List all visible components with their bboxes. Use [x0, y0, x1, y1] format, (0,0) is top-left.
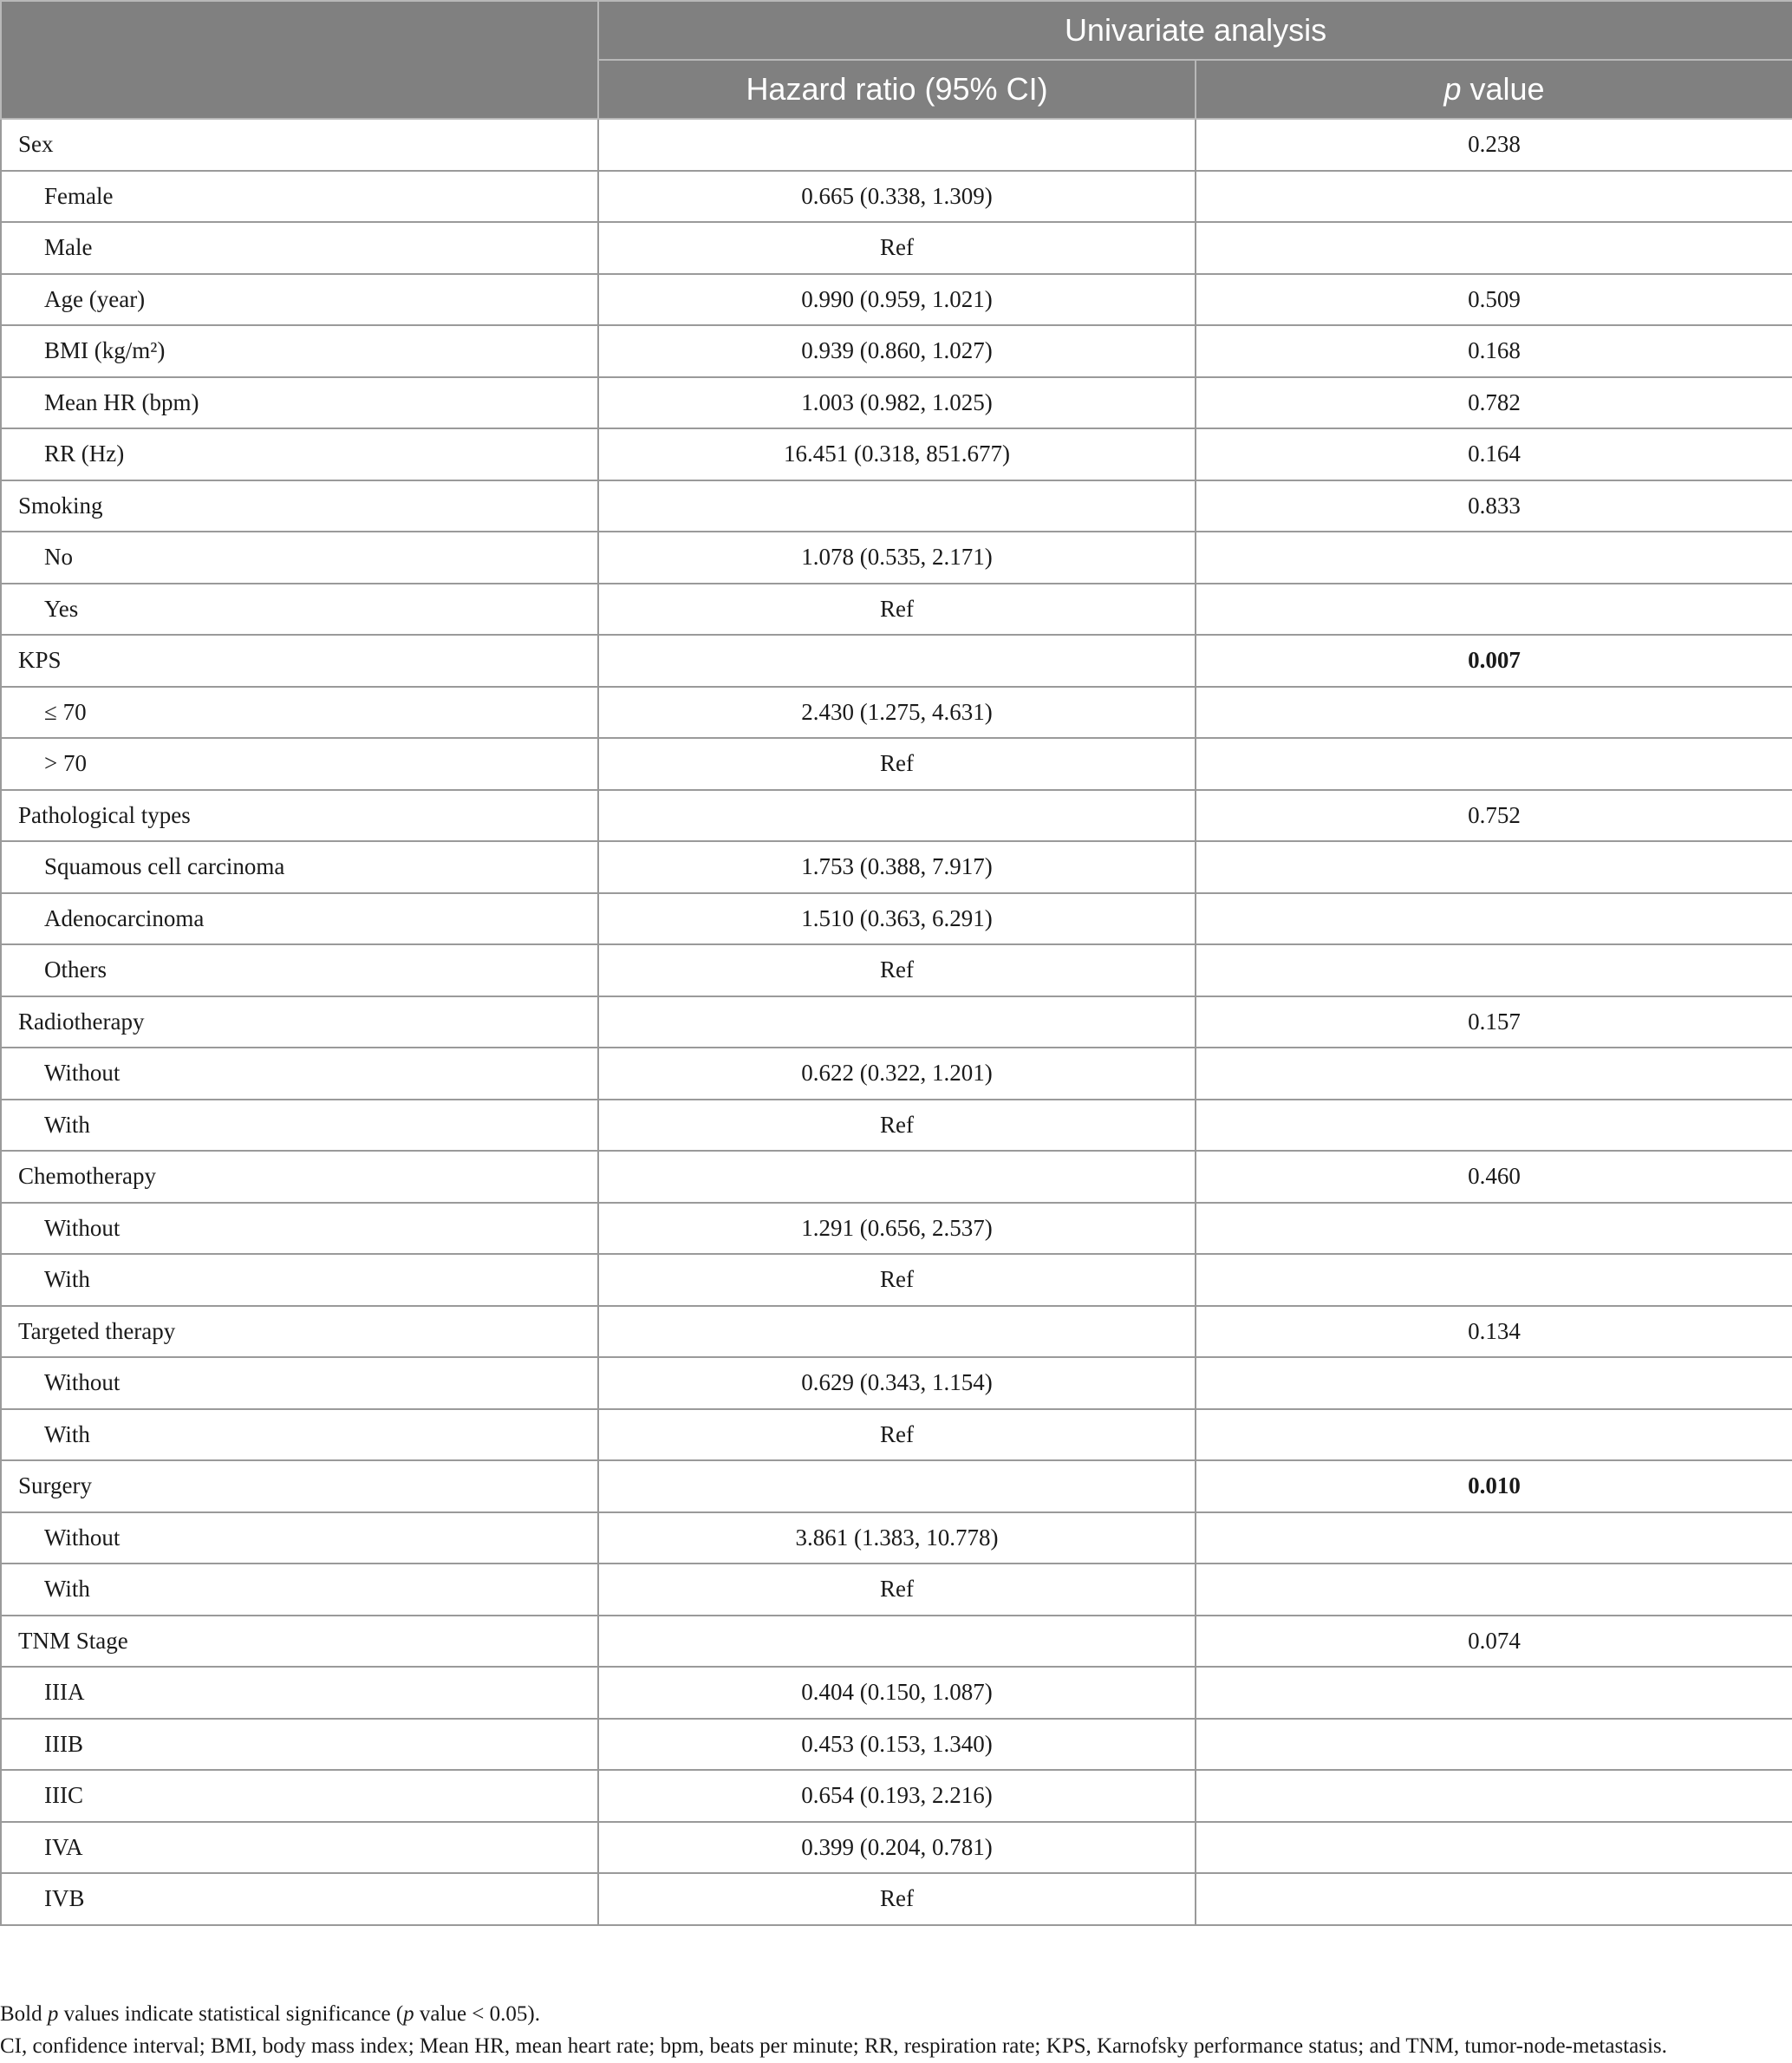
- header-row-group: [1, 1, 1792, 60]
- hazard-ratio-cell: 1.510 (0.363, 6.291): [598, 893, 1196, 945]
- p-value-cell: 0.164: [1196, 428, 1792, 480]
- table-row: [1, 1409, 1792, 1461]
- p-symbol: p: [1443, 71, 1462, 107]
- hazard-ratio-cell: [598, 1306, 1196, 1358]
- table-row: [1, 1357, 1792, 1409]
- row-label-cell: With: [1, 1409, 598, 1461]
- p-value-cell: 0.007: [1196, 635, 1792, 687]
- row-label-cell: IIIA: [1, 1667, 598, 1719]
- table-row: [1, 274, 1792, 326]
- hazard-ratio-cell: Ref: [598, 944, 1196, 996]
- hazard-ratio-cell: Ref: [598, 1564, 1196, 1616]
- p-value-cell: 0.782: [1196, 377, 1792, 429]
- row-label-cell: Others: [1, 944, 598, 996]
- hazard-ratio-cell: 0.654 (0.193, 2.216): [598, 1770, 1196, 1822]
- hazard-ratio-cell: 0.939 (0.860, 1.027): [598, 325, 1196, 377]
- hazard-ratio-cell: 1.003 (0.982, 1.025): [598, 377, 1196, 429]
- table-body: [1, 119, 1792, 1925]
- table-row: [1, 532, 1792, 584]
- table-row: [1, 1667, 1792, 1719]
- p-value-cell: [1196, 171, 1792, 223]
- row-label-cell: Radiotherapy: [1, 996, 598, 1048]
- hazard-ratio-cell: 16.451 (0.318, 851.677): [598, 428, 1196, 480]
- row-label-cell: Smoking: [1, 480, 598, 532]
- row-label-cell: Squamous cell carcinoma: [1, 841, 598, 893]
- row-label-cell: Surgery: [1, 1460, 598, 1512]
- footnote-abbreviations: CI, confidence interval; BMI, body mass index; Mean HR, mean heart rate; bpm, beats per minute; RR, respiration rate; KPS, Karnofsky performance status; and TNM, tumor-node-metastasis.: [0, 2034, 1667, 2058]
- table-row: [1, 1719, 1792, 1771]
- hazard-ratio-cell: 0.404 (0.150, 1.087): [598, 1667, 1196, 1719]
- row-label-cell: BMI (kg/m²): [1, 325, 598, 377]
- p-value-cell: 0.134: [1196, 1306, 1792, 1358]
- table-row: [1, 738, 1792, 790]
- footnote-significance: [0, 1998, 1792, 2030]
- row-label-cell: Without: [1, 1512, 598, 1564]
- table-row: [1, 996, 1792, 1048]
- p-value-word: value: [1461, 71, 1545, 107]
- hazard-ratio-cell: Ref: [598, 584, 1196, 636]
- row-label-cell: TNM Stage: [1, 1616, 598, 1668]
- p-value-cell: [1196, 532, 1792, 584]
- table-row: [1, 171, 1792, 223]
- row-label-cell: ≤ 70: [1, 687, 598, 739]
- group-header-univariate: Univariate analysis: [598, 1, 1792, 60]
- p-value-cell: [1196, 1667, 1792, 1719]
- p-value-cell: [1196, 1719, 1792, 1771]
- row-label-cell: Targeted therapy: [1, 1306, 598, 1358]
- hazard-ratio-cell: [598, 996, 1196, 1048]
- row-label-cell: Adenocarcinoma: [1, 893, 598, 945]
- hazard-ratio-cell: [598, 1460, 1196, 1512]
- table-row: [1, 222, 1792, 274]
- row-label-cell: Without: [1, 1048, 598, 1100]
- row-label-cell: RR (Hz): [1, 428, 598, 480]
- row-label-cell: IIIC: [1, 1770, 598, 1822]
- header-blank-cell: [1, 1, 598, 119]
- hazard-ratio-cell: Ref: [598, 1254, 1196, 1306]
- p-value-cell: [1196, 687, 1792, 739]
- p-value-cell: [1196, 1512, 1792, 1564]
- row-label-cell: Age (year): [1, 274, 598, 326]
- p-value-cell: [1196, 944, 1792, 996]
- footnote-p-symbol: p: [403, 2002, 414, 2026]
- p-value-cell: [1196, 1564, 1792, 1616]
- hazard-ratio-cell: 0.453 (0.153, 1.340): [598, 1719, 1196, 1771]
- row-label-cell: With: [1, 1100, 598, 1152]
- p-value-cell: [1196, 1873, 1792, 1925]
- hazard-ratio-cell: 0.629 (0.343, 1.154): [598, 1357, 1196, 1409]
- p-value-cell: 0.509: [1196, 274, 1792, 326]
- hazard-ratio-cell: Ref: [598, 222, 1196, 274]
- footnote-text: value < 0.05).: [414, 2002, 540, 2026]
- row-label-cell: Pathological types: [1, 790, 598, 842]
- hazard-ratio-cell: 0.399 (0.204, 0.781): [598, 1822, 1196, 1874]
- p-value-cell: [1196, 841, 1792, 893]
- p-value-cell: 0.010: [1196, 1460, 1792, 1512]
- table-row: [1, 635, 1792, 687]
- table-row: [1, 1616, 1792, 1668]
- hazard-ratio-cell: 1.753 (0.388, 7.917): [598, 841, 1196, 893]
- p-value-cell: [1196, 1048, 1792, 1100]
- row-label-cell: IVA: [1, 1822, 598, 1874]
- hazard-ratio-cell: 0.622 (0.322, 1.201): [598, 1048, 1196, 1100]
- row-label-cell: > 70: [1, 738, 598, 790]
- table-row: [1, 1151, 1792, 1203]
- p-value-cell: [1196, 1770, 1792, 1822]
- table-row: [1, 1306, 1792, 1358]
- footnote-text: values indicate statistical significance (: [58, 2002, 404, 2026]
- table-row: [1, 119, 1792, 171]
- hazard-ratio-cell: 1.291 (0.656, 2.537): [598, 1203, 1196, 1255]
- p-value-cell: 0.074: [1196, 1616, 1792, 1668]
- table-row: [1, 1564, 1792, 1616]
- table-row: [1, 584, 1792, 636]
- hazard-ratio-cell: 0.990 (0.959, 1.021): [598, 274, 1196, 326]
- column-header-p-value: [1196, 60, 1792, 119]
- table-row: [1, 377, 1792, 429]
- hazard-ratio-cell: 2.430 (1.275, 4.631): [598, 687, 1196, 739]
- hazard-ratio-cell: Ref: [598, 738, 1196, 790]
- row-label-cell: Without: [1, 1203, 598, 1255]
- p-value-cell: [1196, 1254, 1792, 1306]
- row-label-cell: No: [1, 532, 598, 584]
- column-header-hazard-ratio: Hazard ratio (95% CI): [598, 60, 1196, 119]
- p-value-cell: [1196, 584, 1792, 636]
- p-value-cell: [1196, 1203, 1792, 1255]
- table-row: [1, 1822, 1792, 1874]
- hazard-ratio-cell: [598, 790, 1196, 842]
- hazard-ratio-cell: 1.078 (0.535, 2.171): [598, 532, 1196, 584]
- table-row: [1, 893, 1792, 945]
- p-value-cell: 0.238: [1196, 119, 1792, 171]
- table-row: [1, 480, 1792, 532]
- table-row: [1, 1512, 1792, 1564]
- p-value-cell: [1196, 893, 1792, 945]
- row-label-cell: Yes: [1, 584, 598, 636]
- p-value-cell: [1196, 1822, 1792, 1874]
- p-value-cell: [1196, 1409, 1792, 1461]
- table-row: [1, 790, 1792, 842]
- hazard-ratio-cell: 3.861 (1.383, 10.778): [598, 1512, 1196, 1564]
- row-label-cell: Female: [1, 171, 598, 223]
- row-label-cell: Mean HR (bpm): [1, 377, 598, 429]
- table-footnotes: [0, 1998, 1792, 2062]
- hazard-ratio-cell: 0.665 (0.338, 1.309): [598, 171, 1196, 223]
- table-row: [1, 1048, 1792, 1100]
- hazard-ratio-cell: [598, 1151, 1196, 1203]
- p-value-cell: [1196, 738, 1792, 790]
- row-label-cell: Sex: [1, 119, 598, 171]
- row-label-cell: IIIB: [1, 1719, 598, 1771]
- p-value-cell: 0.460: [1196, 1151, 1792, 1203]
- table-row: [1, 1460, 1792, 1512]
- table-row: [1, 325, 1792, 377]
- table-row: [1, 687, 1792, 739]
- table-row: [1, 428, 1792, 480]
- row-label-cell: KPS: [1, 635, 598, 687]
- row-label-cell: Without: [1, 1357, 598, 1409]
- table-row: [1, 1770, 1792, 1822]
- row-label-cell: With: [1, 1564, 598, 1616]
- hazard-ratio-cell: [598, 119, 1196, 171]
- table-header: [1, 1, 1792, 119]
- row-label-cell: With: [1, 1254, 598, 1306]
- p-value-cell: 0.833: [1196, 480, 1792, 532]
- table-row: [1, 1203, 1792, 1255]
- row-label-cell: IVB: [1, 1873, 598, 1925]
- hazard-ratio-cell: [598, 1616, 1196, 1668]
- table-row: [1, 841, 1792, 893]
- footnote-p-symbol: p: [47, 2002, 59, 2026]
- hazard-ratio-cell: Ref: [598, 1409, 1196, 1461]
- table-row: [1, 1873, 1792, 1925]
- p-value-cell: [1196, 1357, 1792, 1409]
- hazard-ratio-cell: Ref: [598, 1100, 1196, 1152]
- row-label-cell: Male: [1, 222, 598, 274]
- p-value-cell: [1196, 222, 1792, 274]
- hazard-ratio-cell: [598, 635, 1196, 687]
- table-row: [1, 1100, 1792, 1152]
- table-row: [1, 1254, 1792, 1306]
- hazard-ratio-cell: Ref: [598, 1873, 1196, 1925]
- p-value-cell: 0.157: [1196, 996, 1792, 1048]
- footnote-text: Bold: [0, 2002, 48, 2026]
- table-row: [1, 944, 1792, 996]
- hazard-ratio-cell: [598, 480, 1196, 532]
- p-value-cell: 0.168: [1196, 325, 1792, 377]
- row-label-cell: Chemotherapy: [1, 1151, 598, 1203]
- p-value-cell: [1196, 1100, 1792, 1152]
- p-value-cell: 0.752: [1196, 790, 1792, 842]
